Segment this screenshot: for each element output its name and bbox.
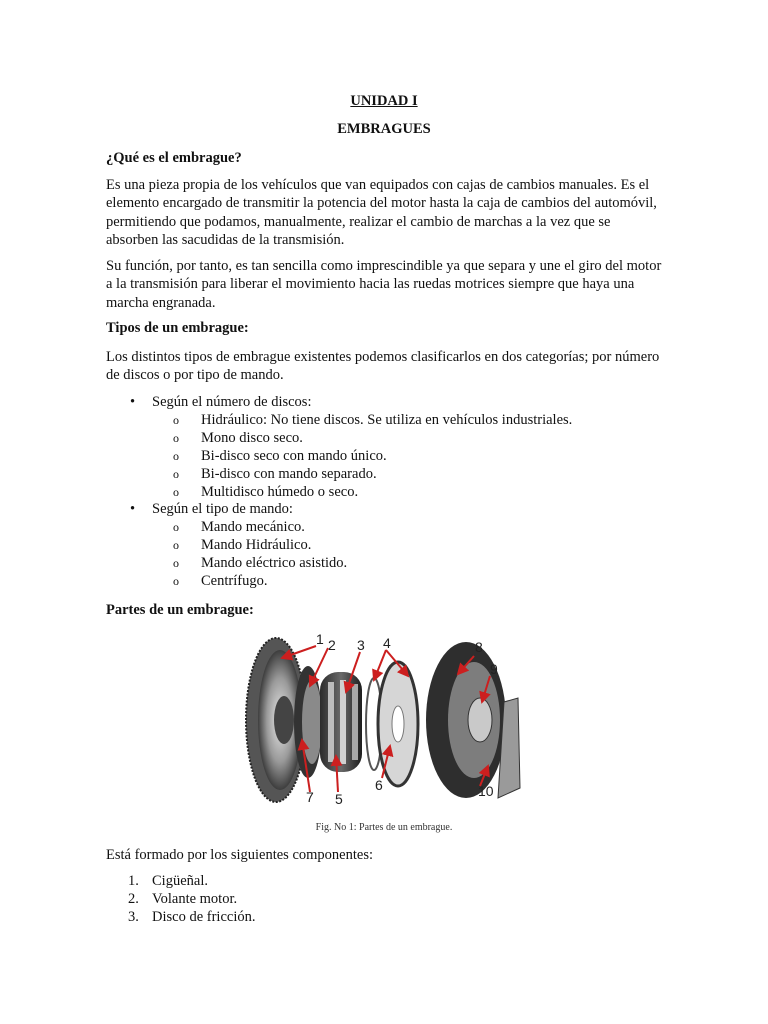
fig-label-7: 7	[306, 789, 314, 805]
control-types-sublist	[152, 519, 572, 591]
paragraph-components-intro: Está formado por los siguientes componentes:	[106, 847, 373, 863]
fig-label-10: 10	[478, 783, 494, 799]
fig-label-5: 5	[335, 791, 343, 807]
section-heading-parts: Partes de un embrague:	[106, 602, 254, 618]
paragraph-function: Su función, por tanto, es tan sencilla como imprescindible ya que separa y une el giro del motor a la transmisión para liberar el movimiento hacia las ruedas motrices siempre que haya una marcha engranada.	[106, 258, 662, 311]
figure-caption: Fig. No 1: Partes de un embrague.	[315, 822, 453, 833]
fig-label-1: 1	[316, 631, 324, 647]
types-list	[130, 394, 572, 591]
topic-title: EMBRAGUES	[337, 121, 431, 137]
list-item-by-control: • Según el tipo de mando: o Mando mecánico. o Mando Hidráulico. o Mando eléctrico asistido. o Centrífugo.	[130, 501, 572, 591]
list-item: o Mando eléctrico asistido.	[152, 555, 572, 573]
clutch-exploded-diagram	[236, 628, 526, 808]
fig-label-9: 9	[490, 661, 498, 677]
list-item: 1. Cigüeñal.	[128, 873, 208, 889]
fig-label-4: 4	[383, 635, 391, 651]
section-heading-what-is: ¿Qué es el embrague?	[106, 150, 242, 166]
list-item: o Centrífugo.	[152, 573, 572, 591]
fig-label-8: 8	[475, 639, 483, 655]
list-item: 2. Volante motor.	[128, 891, 238, 907]
list-item: o Mono disco seco.	[152, 430, 572, 448]
list-item: o Bi-disco con mando separado.	[152, 466, 572, 484]
list-item: o Bi-disco seco con mando único.	[152, 448, 572, 466]
hub-shape	[320, 672, 362, 772]
list-item-by-discs: • Según el número de discos: o Hidráulico: No tiene discos. Se utiliza en vehículos industriales. o Mono disco seco. o Bi-disco seco con mando único. o Bi-disco con mando separado. o Multidisco húmedo o seco.	[130, 394, 572, 501]
section-heading-types: Tipos de un embrague:	[106, 320, 249, 336]
fig-label-2: 2	[328, 637, 336, 653]
components-list	[128, 872, 255, 926]
list-item: o Mando mecánico.	[152, 519, 572, 537]
list-item: o Mando Hidráulico.	[152, 537, 572, 555]
friction-disc-shape	[294, 666, 322, 778]
disc-types-sublist	[152, 412, 572, 502]
list-item: o Hidráulico: No tiene discos. Se utiliza en vehículos industriales.	[152, 412, 572, 430]
fig-label-6: 6	[375, 777, 383, 793]
paragraph-types-intro: Los distintos tipos de embrague existentes podemos clasificarlos en dos categorías; por número de discos o por tipo de mando.	[106, 349, 660, 384]
paragraph-definition: Es una pieza propia de los vehículos que van equipados con cajas de cambios manuales. Es el elemento encargado de transmitir la potencia del motor hasta la caja de cambios del automóvil, permitiendo que podamos, manualmente, realizar el cambio de marchas a la vez que se absorben las sacudidas de la transmisión.	[106, 177, 657, 248]
fig-label-3: 3	[357, 637, 365, 653]
unit-title: UNIDAD I	[350, 93, 418, 109]
list-item: o Multidisco húmedo o seco.	[152, 484, 572, 502]
list-item: 3. Disco de fricción.	[128, 909, 256, 925]
